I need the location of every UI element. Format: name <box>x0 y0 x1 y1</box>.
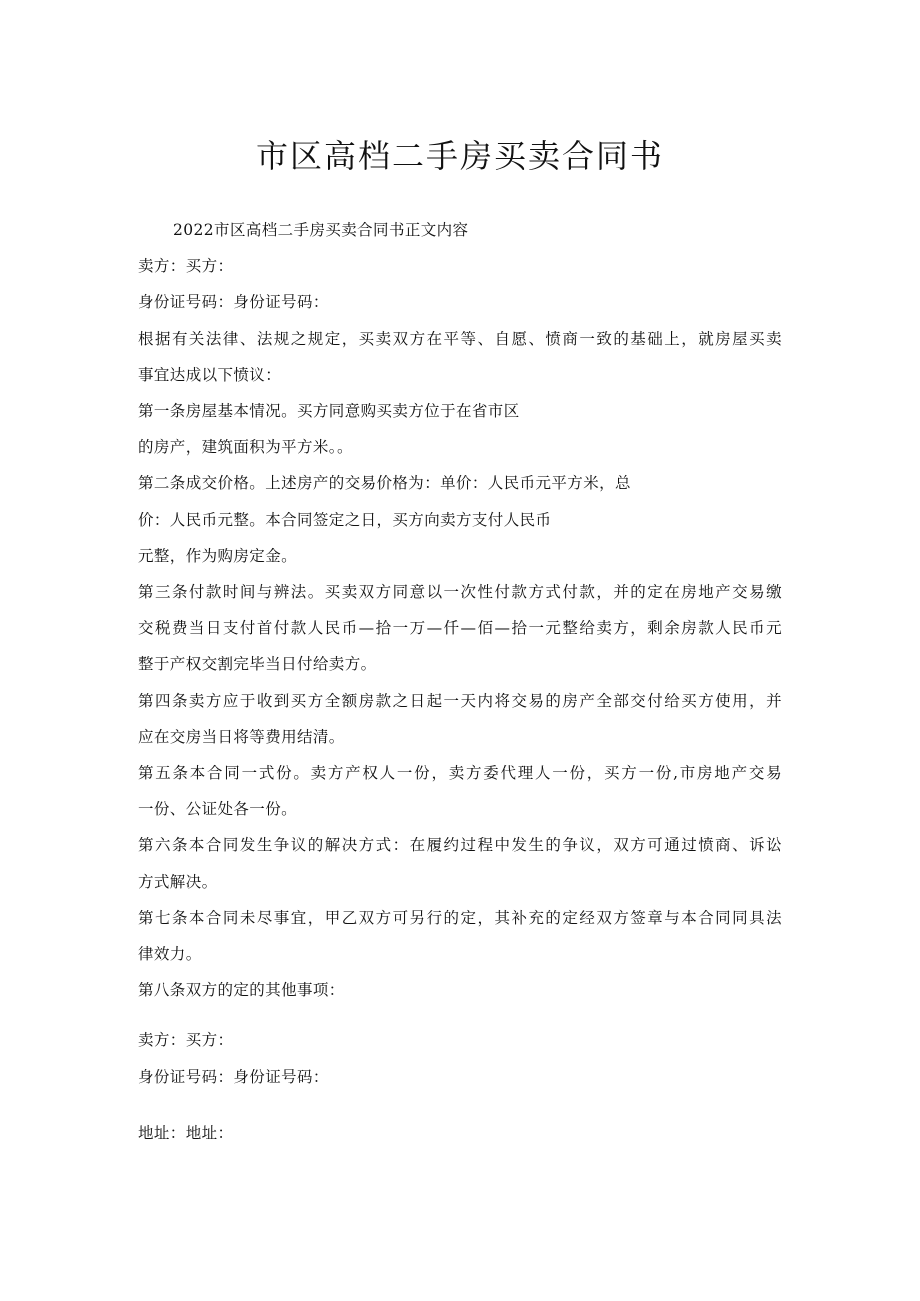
article-2-line-2: 价：人民币元整。本合同签定之日，买方向卖方支付人民币 <box>138 510 552 529</box>
parties-id-numbers: 身份证号码：身份证号码： <box>138 293 329 312</box>
address-spacer <box>138 1095 782 1115</box>
article-3-line-2: 交税费当日支付首付款人民币—拾一万—仟—佰—拾一元整给卖方，剩余房款人民币元 <box>138 619 782 638</box>
article-5-line-1: 第五条本合同一式份。卖方产权人一份，卖方委代理人一份，买方一份,市房地产交易 <box>138 764 782 783</box>
article-8-line-1: 第八条双方的定的其他事项： <box>138 981 345 1000</box>
signature-id-numbers: 身份证号码：身份证号码： <box>138 1067 329 1086</box>
signature-seller-buyer: 卖方：买方： <box>138 1031 234 1050</box>
signature-spacer <box>138 1008 782 1022</box>
article-6-line-1: 第六条本合同发生争议的解决方式：在履约过程中发生的争议，双方可通过愤商、诉讼 <box>138 836 782 855</box>
preamble-line-2: 事宜达成以下愤议： <box>138 365 282 384</box>
article-2-line-3: 元整，作为购房定金。 <box>138 546 298 565</box>
article-4-line-1: 第四条卖方应于收到买方全额房款之日起一天内将交易的房产全部交付给买方使用，并 <box>138 691 782 710</box>
article-7-line-1: 第七条本合同未尽事宜，甲乙双方可另行的定，其补充的定经双方签章与本合同同具法 <box>138 908 782 927</box>
article-7-line-2: 律效力。 <box>138 945 202 964</box>
article-2-line-1: 第二条成交价格。上述房产的交易价格为：单价：人民币元平方米，总 <box>138 474 631 493</box>
preamble-line-1: 根据有关法律、法规之规定，买卖双方在平等、自愿、愤商一致的基础上，就房屋买卖 <box>138 329 782 348</box>
article-4-line-2: 应在交房当日将等费用结清。 <box>138 727 345 746</box>
article-3-line-1: 第三条付款时间与辨法。买卖双方同意以一次性付款方式付款，并的定在房地产交易缴 <box>138 583 782 602</box>
intro-line: 2022市区高档二手房买卖合同书正文内容 <box>173 221 469 239</box>
document-title: 市区高档二手房买卖合同书 <box>255 137 664 175</box>
signature-address: 地址：地址： <box>138 1123 234 1142</box>
parties-seller-buyer: 卖方：买方： <box>138 257 234 276</box>
article-1-line-2: 的房产，建筑面积为平方米。。 <box>138 438 353 457</box>
article-5-line-2: 一份、公证处各一份。 <box>138 800 298 819</box>
article-3-line-3: 整于产权交割完毕当日付给卖方。 <box>138 655 377 674</box>
document-body <box>138 212 782 1151</box>
article-6-line-2: 方式解决。 <box>138 872 218 891</box>
article-1-line-1: 第一条房屋基本情况。买方同意购买卖方位于在省市区 <box>138 402 520 421</box>
